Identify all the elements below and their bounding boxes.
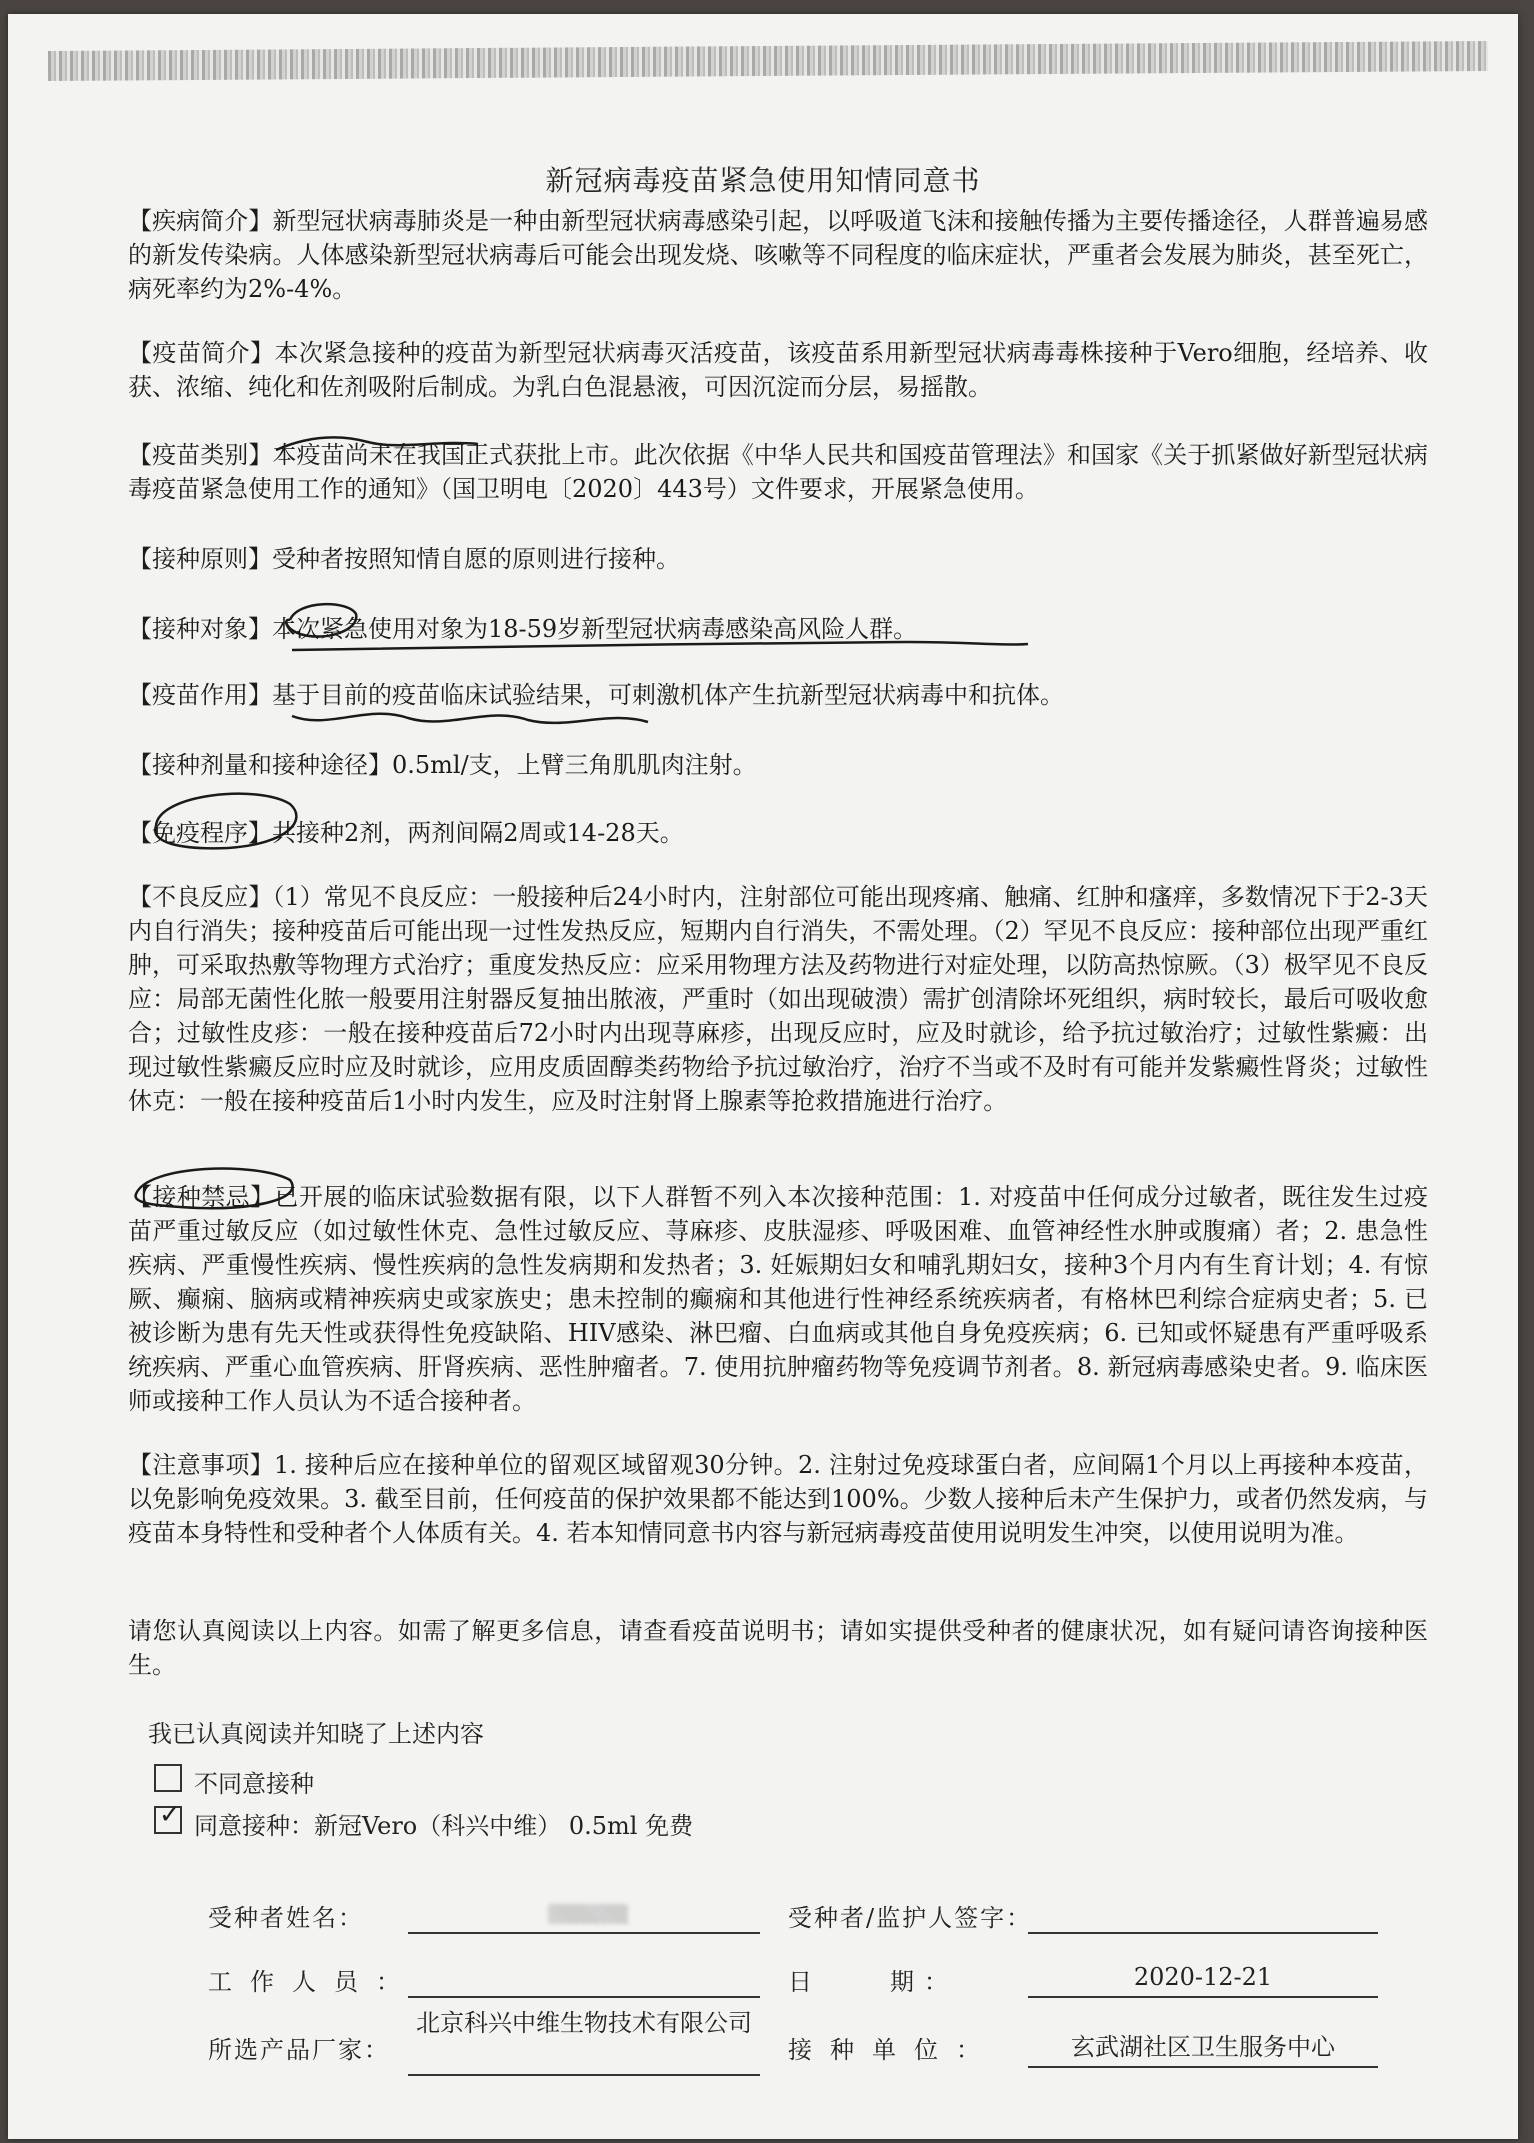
agree-label: 同意接种：新冠Vero（科兴中维） 0.5ml 免费 — [194, 1812, 694, 1840]
pen-circle-target — [286, 604, 356, 636]
section-text: 受种者按照知情自愿的原则进行接种。 — [272, 545, 680, 573]
pen-annotations — [8, 14, 1518, 2139]
section-text: 共接种2剂，两剂间隔2周或14-28天。 — [272, 819, 684, 847]
staff-label: 工作人员： — [208, 1968, 418, 1996]
section-label: 【不良反应】 — [128, 883, 273, 911]
section-label: 【免疫程序】 — [128, 819, 272, 847]
section-text: 本次紧急使用对象为18-59岁新型冠状病毒感染高风险人群。 — [272, 615, 918, 643]
section-text: 本次紧急接种的疫苗为新型冠状病毒灭活疫苗，该疫苗系用新型冠状病毒毒株接种于Vero细胞，经培养、收获、浓缩、纯化和佐剂吸附后制成。为乳白色混悬液，可因沉淀而分层，易摇散。 — [128, 339, 1428, 401]
section-text: 基于目前的疫苗临床试验结果，可刺激机体产生抗新型冠状病毒中和抗体。 — [272, 681, 1064, 709]
section-label: 【注意事项】 — [128, 1451, 274, 1479]
section-text: 1. 接种后应在接种单位的留观区域留观30分钟。2. 注射过免疫球蛋白者，应间隔1个月以上再接种本疫苗，以免影响免疫效果。3. 截至目前，任何疫苗的保护效果都不能达到100%。少数人接种后未产生保护力，或者仍然发病，与疫苗本身特性和受种者个人体质有关。4. 若本知情同意书内容与新冠病毒疫苗使用说明发生冲突，以使用说明为准。 — [128, 1451, 1428, 1547]
section-label: 【接种禁忌】 — [128, 1183, 275, 1211]
section-text: 本疫苗尚未在我国正式获批上市。此次依据《中华人民共和国疫苗管理法》和国家《关于抓紧做好新型冠状病毒疫苗紧急使用工作的通知》（国卫明电〔2020〕443号）文件要求，开展紧急使用。 — [128, 441, 1428, 503]
section-text: 0.5ml/支，上臂三角肌肌肉注射。 — [392, 751, 757, 779]
document-title: 新冠病毒疫苗紧急使用知情同意书 — [545, 164, 981, 197]
section-label: 【疾病简介】 — [128, 207, 273, 235]
guardian-sign-label: 受种者/监护人签字： — [788, 1904, 1033, 1932]
unit-label: 接种单位： — [788, 2036, 998, 2064]
notice-text: 请您认真阅读以上内容。如需了解更多信息，请查看疫苗说明书；请如实提供受种者的健康状况，如有疑问请咨询接种医生。 — [128, 1617, 1428, 1679]
acknowledge-statement: 我已认真阅读并知晓了上述内容 — [148, 1720, 484, 1748]
section-text: （1）常见不良反应：一般接种后24小时内，注射部位可能出现疼痛、触痛、红肿和瘙痒，多数情况下于2-3天内自行消失；接种疫苗后可能出现一过性发热反应，短期内自行消失，不需处理。（2）罕见不良反应：接种部位出现严重红肿，可采取热敷等物理方式治疗；重度发热反应：应采用物理方法及药物进行对症处理，以防高热惊厥。（3）极罕见不良反应：局部无菌性化脓一般要用注射器反复抽出脓液，严重时（如出现破溃）需扩创清除坏死组织，病时较长，最后可吸收愈合；过敏性皮疹：一般在接种疫苗后72小时内出现荨麻疹，出现反应时，应及时就诊，给予抗过敏治疗；过敏性紫癜：出现过敏性紫癜反应时应及时就诊，应用皮质固醇类药物给予抗过敏治疗，治疗不当或不及时有可能并发紫癜性肾炎；过敏性休克：一般在接种疫苗后1小时内发生，应及时注射肾上腺素等抢救措施进行治疗。 — [128, 883, 1428, 1115]
section-label: 【疫苗类别】 — [128, 441, 273, 469]
section-text: 新型冠状病毒肺炎是一种由新型冠状病毒感染引起，以呼吸道飞沫和接触传播为主要传播途径，人群普遍易感的新发传染病。人体感染新型冠状病毒后可能会出现发烧、咳嗽等不同程度的临床症状，严重者会发展为肺炎，甚至死亡，病死率约为2%-4%。 — [128, 207, 1428, 303]
consent-form-paper — [8, 14, 1518, 2139]
section-label: 【接种剂量和接种途径】 — [128, 751, 392, 779]
pen-wavy-effect — [292, 714, 648, 723]
pen-underline-category — [276, 437, 478, 450]
section-label: 【疫苗简介】 — [128, 339, 275, 367]
date-label: 日 期： — [788, 1968, 958, 1996]
recipient-name-label: 受种者姓名： — [208, 1904, 364, 1932]
section-text: 已开展的临床试验数据有限，以下人群暂不列入本次接种范围：1. 对疫苗中任何成分过敏者，既往发生过疫苗严重过敏反应（如过敏性休克、急性过敏反应、荨麻疹、皮肤湿疹、呼吸困难、血管神经性水肿或腹痛）者；2. 患急性疾病、严重慢性疾病、慢性疾病的急性发病期和发热者；3. 妊娠期妇女和哺乳期妇女，接种3个月内有生育计划；4. 有惊厥、癫痫、脑病或精神疾病史或家族史；患未控制的癫痫和其他进行性神经系统疾病者，有格林巴利综合症病史者；5. 已被诊断为患有先天性或获得性免疫缺陷、HIV感染、淋巴瘤、白血病或其他自身免疫疾病；6. 已知或怀疑患有严重呼吸系统疾病、严重心血管疾病、肝肾疾病、恶性肿瘤者。7. 使用抗肿瘤药物等免疫调节剂者。8. 新冠病毒感染史者。9. 临床医师或接种工作人员认为不适合接种者。 — [128, 1183, 1429, 1415]
section-label: 【疫苗作用】 — [128, 681, 272, 709]
disagree-label: 不同意接种 — [194, 1770, 314, 1798]
manufacturer-label: 所选产品厂家： — [208, 2036, 390, 2064]
date-value: 2020-12-21 — [1133, 1963, 1273, 1991]
pen-circle-schedule — [155, 794, 296, 849]
checkmark-icon: ✓ — [159, 1800, 181, 1830]
pen-underline-target — [292, 642, 1028, 650]
unit-value: 玄武湖社区卫生服务中心 — [1071, 2033, 1335, 2061]
pen-circle-contraindications — [136, 1168, 293, 1208]
section-label: 【接种对象】 — [128, 615, 272, 643]
manufacturer-value: 北京科兴中维生物技术有限公司 — [416, 2009, 752, 2037]
section-label: 【接种原则】 — [128, 545, 272, 573]
